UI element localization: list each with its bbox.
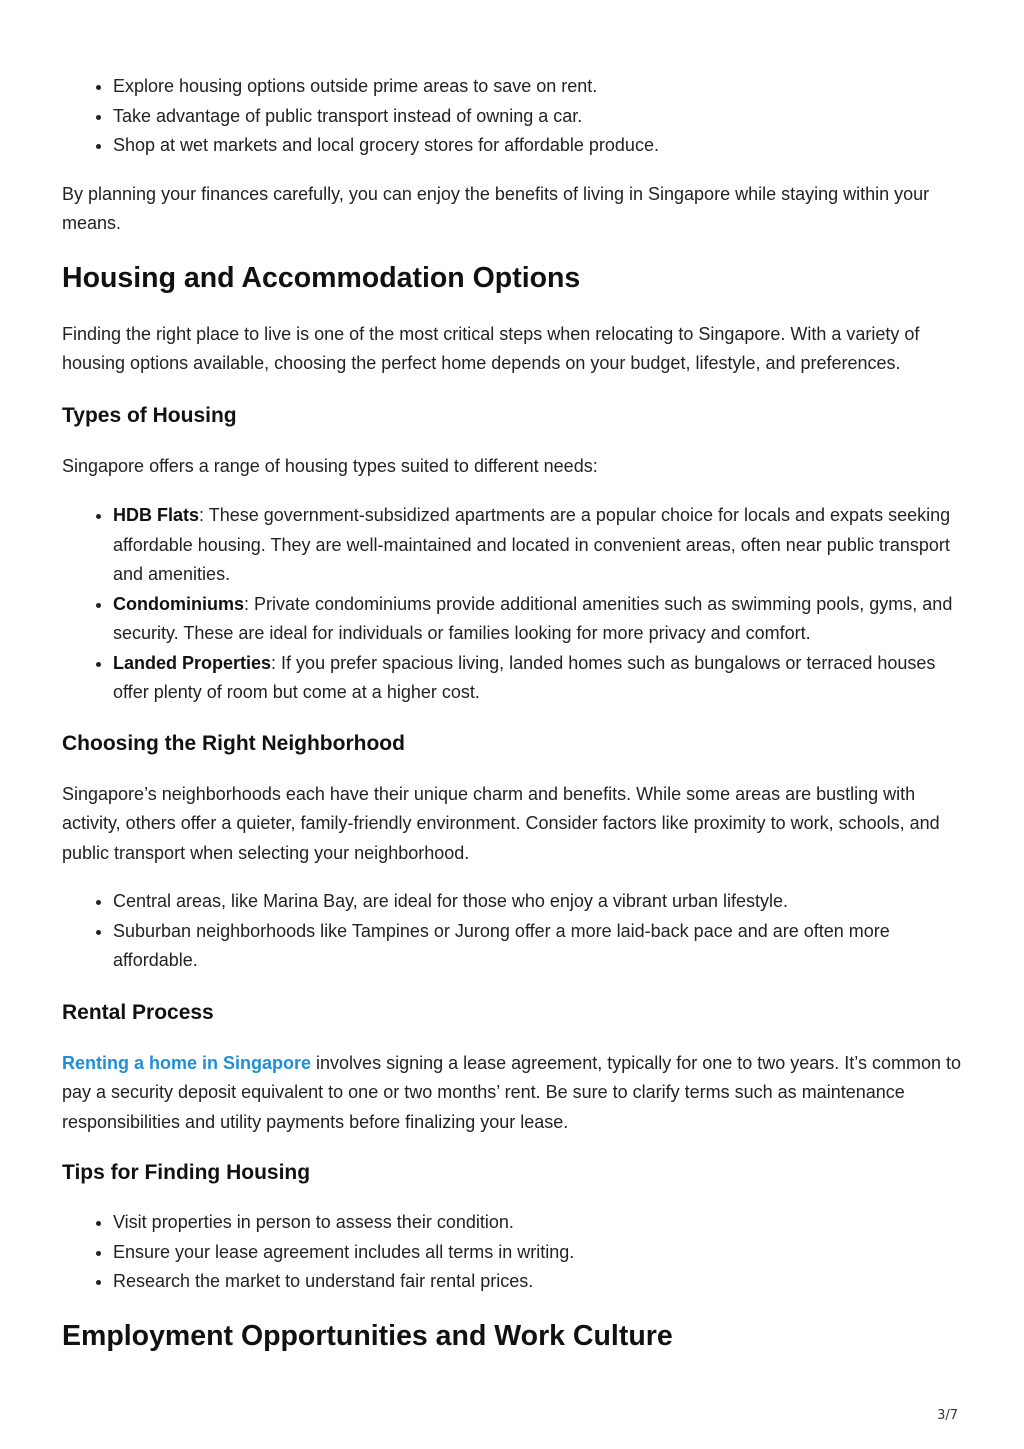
term-description: : Private condominiums provide additional amenities such as swimming pools, gyms, and security. These are ideal for individuals or families looking for more privacy and comfort.	[113, 593, 953, 643]
list-item: • Suburban neighborhoods like Tampines or Jurong offer a more laid-back pace and are often more affordable.	[113, 917, 967, 976]
types-intro-paragraph: Singapore offers a range of housing types suited to different needs:	[62, 455, 598, 476]
term-hdb-flats: HDB Flats	[113, 505, 200, 525]
list-item: • Take advantage of public transport instead of owning a car.	[113, 102, 967, 132]
list-item	[113, 649, 967, 708]
tips-bullet-list	[62, 1208, 967, 1297]
housing-types-list	[62, 501, 967, 708]
rental-paragraph	[62, 1049, 967, 1138]
renting-home-link[interactable]: Renting a home in Singapore	[62, 1052, 312, 1073]
subheading-tips: Tips for Finding Housing	[62, 1161, 311, 1184]
document-page	[62, 70, 967, 1354]
housing-paragraph: Finding the right place to live is one of the most critical steps when relocating to Singapore. With a variety of housing options available, choosing the perfect home depends on your budget, lifestyle, and preferences.	[62, 323, 920, 373]
section-heading-housing: Housing and Accommodation Options	[62, 261, 581, 294]
subheading-rental-process: Rental Process	[62, 1000, 214, 1024]
term-condominiums: Condominiums	[113, 593, 244, 614]
term-landed-properties: Landed Properties	[113, 652, 272, 673]
rental-paragraph-text: involves signing a lease agreement, typically for one to two years. It’s common to pay a security deposit equivalent to one or two months’ rent. Be sure to clarify terms such as maintenance responsibilities and utility payments before finalizing your lease.	[62, 1052, 962, 1132]
list-item: • Shop at wet markets and local grocery stores for affordable produce.	[113, 131, 967, 161]
list-item: • Visit properties in person to assess their condition.	[113, 1208, 967, 1238]
list-item: • Research the market to understand fair rental prices.	[113, 1267, 967, 1297]
term-description: : If you prefer spacious living, landed homes such as bungalows or terraced houses offer plenty of room but come at a higher cost.	[113, 652, 936, 702]
term-description: : These government-subsidized apartments are a popular choice for locals and expats seeking affordable housing. They are well-maintained and located in convenient areas, often near public transport and amenities.	[113, 505, 951, 584]
neighborhood-paragraph: Singapore’s neighborhoods each have their unique charm and benefits. While some areas are bustling with activity, others offer a quieter, family-friendly environment. Consider factors like proximity to work, schools, and public transport when selecting your neighborhood.	[62, 783, 940, 863]
subheading-types-of-housing: Types of Housing	[62, 403, 237, 427]
list-item: • Ensure your lease agreement includes all terms in writing.	[113, 1238, 967, 1268]
page-number: 3/7	[937, 1408, 958, 1423]
list-item	[113, 501, 967, 590]
intro-paragraph: By planning your finances carefully, you can enjoy the benefits of living in Singapore while staying within your means.	[62, 183, 930, 233]
section-heading-employment: Employment Opportunities and Work Culture	[62, 1319, 673, 1352]
neighborhood-bullet-list	[62, 887, 967, 976]
list-item	[113, 590, 967, 649]
subheading-neighborhood: Choosing the Right Neighborhood	[62, 731, 405, 755]
list-item: • Central areas, like Marina Bay, are ideal for those who enjoy a vibrant urban lifestyle.	[113, 887, 967, 917]
intro-bullet-list	[62, 72, 967, 161]
list-item: • Explore housing options outside prime areas to save on rent.	[113, 72, 967, 102]
